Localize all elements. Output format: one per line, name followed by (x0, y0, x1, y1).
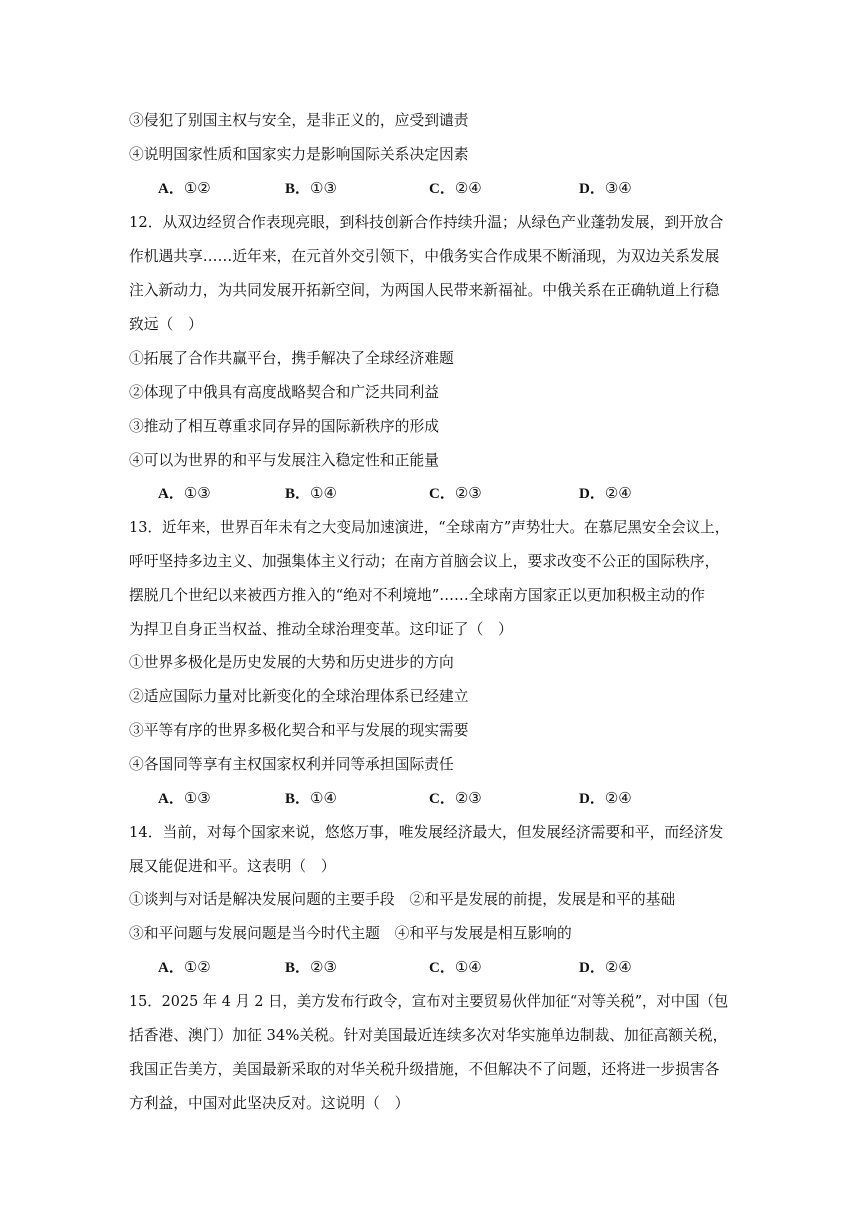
question-12-stem: 注入新动力，为共同发展开拓新空间，为两国人民带来新福祉。中俄关系在正确轨道上行稳 (129, 281, 720, 299)
option-item: ①世界多极化是历史发展的大势和历史进步的方向 (129, 653, 454, 671)
question-15-stem: 方利益，中国对此坚决反对。这说明（ ） (129, 1094, 410, 1112)
option-item: ②体现了中俄具有高度战略契合和广泛共同利益 (129, 383, 439, 401)
question-13-stem: 13．近年来，世界百年未有之大变局加速演进，“全球南方”声势壮大。在慕尼黑安全会议上， (129, 518, 730, 536)
option-item: ④可以为世界的和平与发展注入稳定性和正能量 (129, 451, 439, 469)
question-13-stem: 为捍卫自身正当权益、推动全球治理变革。这印证了（ ） (129, 620, 513, 638)
option-item: ①谈判与对话是解决发展问题的主要手段 ②和平是发展的前提，发展是和平的基础 (129, 890, 676, 908)
choice-d[interactable]: D．③④ (579, 179, 632, 197)
choice-a[interactable]: A．①② (158, 958, 211, 976)
option-item: ④各国同等享有主权国家权利并同等承担国际责任 (129, 755, 454, 773)
question-14-stem: 14．当前，对每个国家来说，悠悠万事，唯发展经济最大，但发展经济需要和平，而经济发 (129, 823, 724, 841)
question-15-stem: 我国正告美方，美国最新采取的对华关税升级措施，不但解决不了问题，还将进一步损害各 (129, 1060, 720, 1078)
choice-c[interactable]: C．①④ (429, 958, 482, 976)
choice-a[interactable]: A．①③ (158, 484, 211, 502)
question-14-stem: 展又能促进和平。这表明（ ） (129, 857, 336, 875)
answer-choices (158, 957, 678, 977)
option-item: ①拓展了合作共赢平台，携手解决了全球经济难题 (129, 349, 454, 367)
choice-b[interactable]: B．②③ (285, 958, 337, 976)
question-12-stem: 致远（ ） (129, 315, 203, 333)
question-12-stem: 12．从双边经贸合作表现亮眼，到科技创新合作持续升温；从绿色产业蓬勃发展，到开放合 (129, 213, 724, 231)
choice-c[interactable]: C．②③ (429, 484, 482, 502)
choice-a[interactable]: A．①② (158, 179, 211, 197)
choice-b[interactable]: B．①③ (285, 179, 337, 197)
answer-choices (158, 178, 678, 198)
choice-a[interactable]: A．①③ (158, 789, 211, 807)
option-item: ③和平问题与发展问题是当今时代主题 ④和平与发展是相互影响的 (129, 924, 572, 942)
choice-c[interactable]: C．②③ (429, 789, 482, 807)
answer-choices (158, 788, 678, 808)
option-item: ③推动了相互尊重求同存异的国际新秩序的形成 (129, 417, 439, 435)
choice-b[interactable]: B．①④ (285, 484, 337, 502)
question-12-stem: 作机遇共享……近年来，在元首外交引领下，中俄务实合作成果不断涌现，为双边关系发展 (129, 247, 720, 265)
answer-choices (158, 483, 678, 503)
choice-d[interactable]: D．②④ (579, 958, 632, 976)
option-item: ②适应国际力量对比新变化的全球治理体系已经建立 (129, 687, 469, 705)
choice-c[interactable]: C．②④ (429, 179, 482, 197)
option-item: ③侵犯了别国主权与安全，是非正义的，应受到谴责 (129, 111, 469, 129)
question-15-stem: 括香港、澳门）加征 34%关税。针对美国最近连续多次对华实施单边制裁、加征高额关税， (129, 1026, 728, 1044)
choice-d[interactable]: D．②④ (579, 789, 632, 807)
choice-b[interactable]: B．①④ (285, 789, 337, 807)
question-13-stem: 摆脱几个世纪以来被西方推入的“绝对不利境地”……全球南方国家正以更加积极主动的作 (129, 586, 705, 604)
choice-d[interactable]: D．②④ (579, 484, 632, 502)
question-13-stem: 呼吁坚持多边主义、加强集体主义行动；在南方首脑会议上，要求改变不公正的国际秩序， (129, 552, 720, 570)
option-item: ③平等有序的世界多极化契合和平与发展的现实需要 (129, 721, 469, 739)
option-item: ④说明国家性质和国家实力是影响国际关系决定因素 (129, 145, 469, 163)
question-15-stem: 15．2025 年 4 月 2 日，美方发布行政令，宣布对主要贸易伙伴加征“对等关税”，对中国（包 (129, 992, 729, 1010)
